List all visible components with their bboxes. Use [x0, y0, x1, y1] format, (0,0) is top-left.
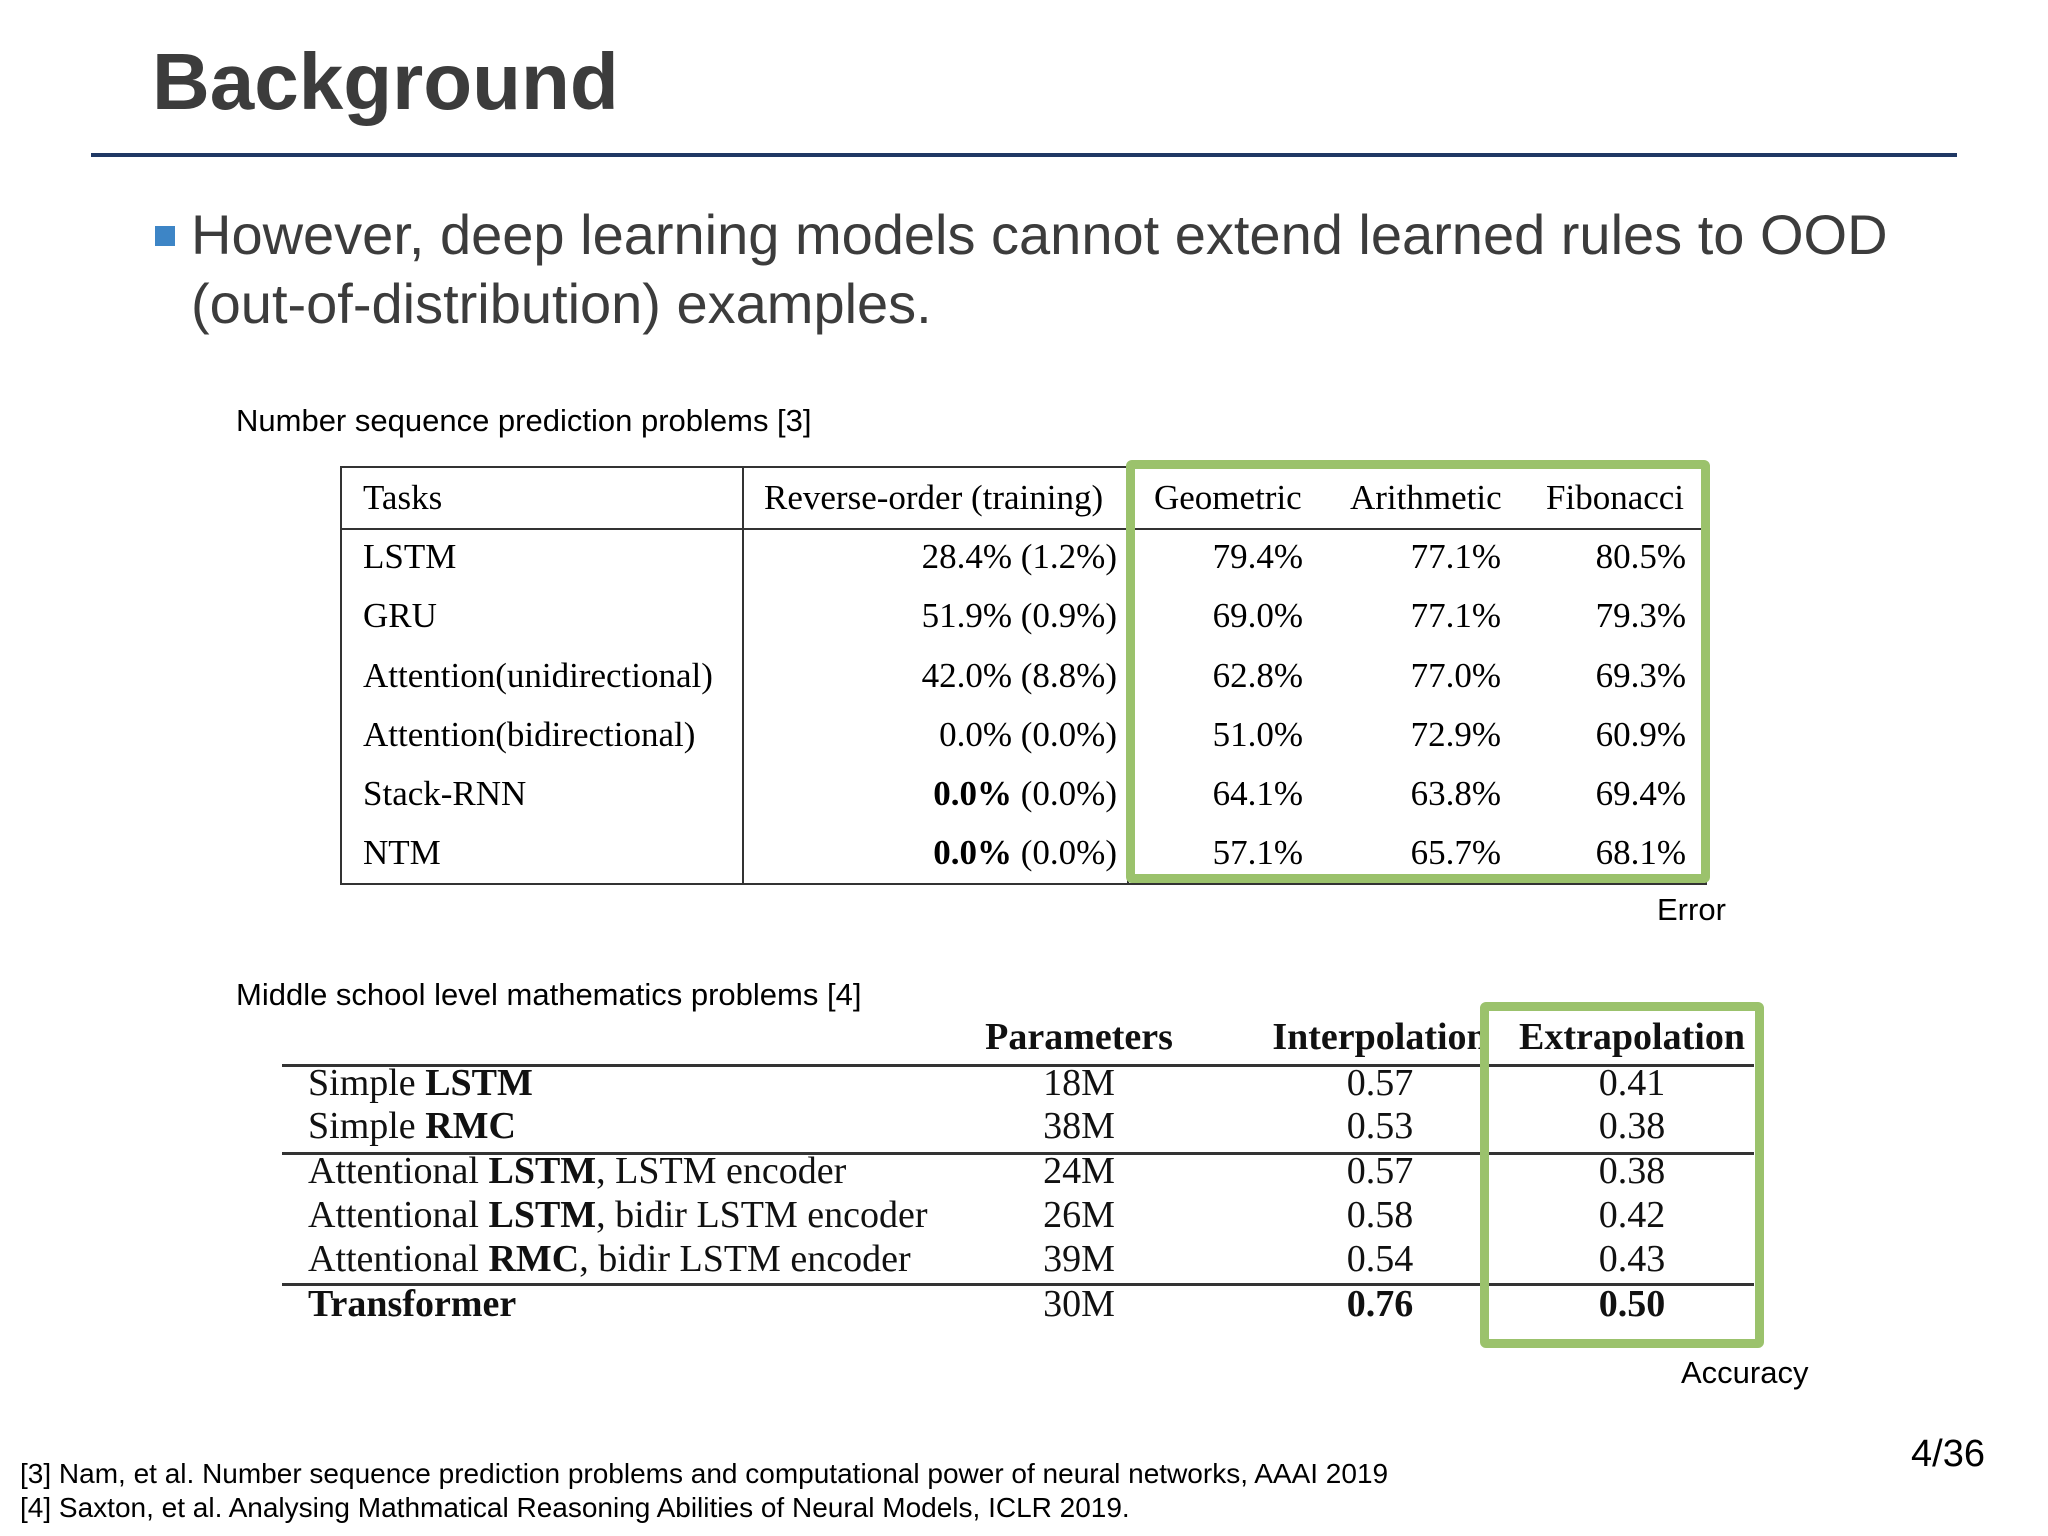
table2-row-interp: 0.57 — [1346, 1062, 1414, 1104]
table1-row-arithmetic: 65.7% — [1410, 833, 1501, 872]
table2-row-extrap: 0.50 — [1598, 1283, 1666, 1325]
reverse-paren-value: (8.8%) — [1012, 656, 1117, 695]
table1-row-geometric: 69.0% — [1212, 596, 1303, 635]
reverse-value: 0.0% — [933, 833, 1013, 872]
table1-caption: Number sequence prediction problems [3] — [236, 403, 812, 438]
table2-row-interp: 0.53 — [1346, 1105, 1414, 1147]
reverse-value: 51.9% — [921, 596, 1013, 635]
table2-row-params: 18M — [1043, 1062, 1115, 1104]
model-prefix: Attentional — [308, 1150, 489, 1192]
table2-row-extrap: 0.38 — [1598, 1150, 1666, 1192]
table2-row-params: 38M — [1043, 1105, 1115, 1147]
title-divider — [91, 153, 1957, 157]
table1-row-geometric: 62.8% — [1212, 656, 1303, 695]
table2-row-params: 24M — [1043, 1150, 1115, 1192]
reverse-paren-value: (0.0%) — [1012, 833, 1117, 872]
table1-row-task: Stack-RNN — [363, 774, 527, 813]
table2-row-interp: 0.58 — [1346, 1194, 1414, 1236]
reverse-paren-value: (0.0%) — [1012, 774, 1117, 813]
table1-row-reverse — [922, 596, 1117, 636]
table2-row-extrap: 0.42 — [1598, 1194, 1666, 1236]
table2-header-interpolation: Interpolation — [1272, 1016, 1488, 1058]
table1-row-fibonacci: 69.4% — [1595, 774, 1686, 813]
reverse-paren-value: (1.2%) — [1012, 537, 1117, 576]
table1-row-reverse — [922, 656, 1117, 696]
table1-header-geometric: Geometric — [1154, 478, 1302, 517]
table1-row-task: NTM — [363, 833, 441, 872]
model-prefix: Simple — [308, 1062, 426, 1104]
slide-title: Background — [152, 37, 619, 126]
error-label: Error — [1657, 892, 1726, 927]
column-divider — [742, 468, 744, 883]
model-suffix: , bidir LSTM encoder — [596, 1194, 928, 1236]
table2-row-model — [308, 1193, 928, 1237]
table1-row-geometric: 64.1% — [1212, 774, 1303, 813]
extrapolation-highlight-box — [1480, 1002, 1764, 1348]
table1-row-arithmetic: 77.0% — [1410, 656, 1501, 695]
model-prefix: Simple — [308, 1105, 426, 1147]
accuracy-label: Accuracy — [1681, 1355, 1809, 1390]
table1-row-task: GRU — [363, 596, 437, 635]
table2-header-extrapolation: Extrapolation — [1519, 1016, 1745, 1058]
table2-row-interp: 0.57 — [1346, 1150, 1414, 1192]
table1-row-geometric: 79.4% — [1212, 537, 1303, 576]
table2-row-interp: 0.54 — [1346, 1238, 1414, 1280]
model-prefix: Attentional — [308, 1238, 489, 1280]
table2-row-model — [308, 1104, 516, 1148]
table2-caption: Middle school level mathematics problems [4] — [236, 977, 862, 1012]
table1-row-fibonacci: 79.3% — [1595, 596, 1686, 635]
model-name: LSTM — [488, 1194, 597, 1236]
table2-row-extrap: 0.43 — [1598, 1238, 1666, 1280]
table2-row-params: 30M — [1043, 1283, 1115, 1325]
footnote-3: [3] Nam, et al. Number sequence prediction problems and computational power of neural networks, AAAI 2019 — [20, 1458, 1389, 1489]
model-suffix: , LSTM encoder — [596, 1150, 847, 1192]
table2-row-params: 26M — [1043, 1194, 1115, 1236]
footnote-4: [4] Saxton, et al. Analysing Mathmatical Reasoning Abilities of Neural Models, ICLR 2019. — [20, 1492, 1130, 1523]
table1-row-arithmetic: 72.9% — [1410, 715, 1501, 754]
reverse-paren-value: (0.9%) — [1012, 596, 1117, 635]
table2-row-model — [308, 1237, 911, 1281]
table2-row-model — [308, 1061, 533, 1105]
model-name: RMC — [488, 1238, 580, 1280]
table1-row-fibonacci: 69.3% — [1595, 656, 1686, 695]
table1-row-geometric: 57.1% — [1212, 833, 1303, 872]
table1-row-reverse — [933, 833, 1117, 873]
table2-row-params: 39M — [1043, 1238, 1115, 1280]
table1-row-fibonacci: 68.1% — [1595, 833, 1686, 872]
reverse-value: 42.0% — [921, 656, 1013, 695]
table1-header-tasks: Tasks — [363, 478, 443, 517]
table1-row-task: LSTM — [363, 537, 457, 576]
model-name: RMC — [425, 1105, 516, 1147]
model-name: LSTM — [488, 1150, 597, 1192]
table1-row-arithmetic: 77.1% — [1410, 537, 1501, 576]
reverse-value: 0.0% — [933, 774, 1013, 813]
table2-row-extrap: 0.41 — [1598, 1062, 1666, 1104]
reverse-value: 28.4% — [921, 537, 1013, 576]
table2-row-interp: 0.76 — [1346, 1283, 1414, 1325]
page-number: 4/36 — [1911, 1433, 1985, 1475]
table2-header-parameters: Parameters — [985, 1016, 1173, 1058]
model-suffix: , bidir LSTM encoder — [579, 1238, 911, 1280]
table1-row-reverse — [939, 715, 1117, 755]
table1-header-reverse: Reverse-order (training) — [764, 478, 1104, 517]
bullet-text: However, deep learning models cannot extend learned rules to OOD (out-of-distribution) examples. — [191, 203, 1888, 335]
table1-row-fibonacci: 60.9% — [1595, 715, 1686, 754]
ood-error-highlight-box — [1126, 460, 1710, 883]
table1-row-task: Attention(unidirectional) — [363, 656, 713, 695]
bullet-marker — [155, 226, 175, 246]
model-name: Transformer — [308, 1283, 517, 1325]
table1-row-reverse — [922, 537, 1117, 577]
reverse-paren-value: (0.0%) — [1012, 715, 1117, 754]
model-prefix: Attentional — [308, 1194, 489, 1236]
table1-row-fibonacci: 80.5% — [1595, 537, 1686, 576]
table1-row-arithmetic: 77.1% — [1410, 596, 1501, 635]
table1-row-geometric: 51.0% — [1212, 715, 1303, 754]
table1-row-reverse — [933, 774, 1117, 814]
table1-row-task: Attention(bidirectional) — [363, 715, 696, 754]
table1-row-arithmetic: 63.8% — [1410, 774, 1501, 813]
reverse-value: 0.0% — [939, 715, 1013, 754]
table2-row-extrap: 0.38 — [1598, 1105, 1666, 1147]
table1-header-fibonacci: Fibonacci — [1546, 478, 1685, 517]
table1-header-arithmetic: Arithmetic — [1350, 478, 1502, 517]
table2-row-model — [308, 1149, 846, 1193]
table2-row-model — [308, 1282, 516, 1326]
model-name: LSTM — [425, 1062, 533, 1104]
